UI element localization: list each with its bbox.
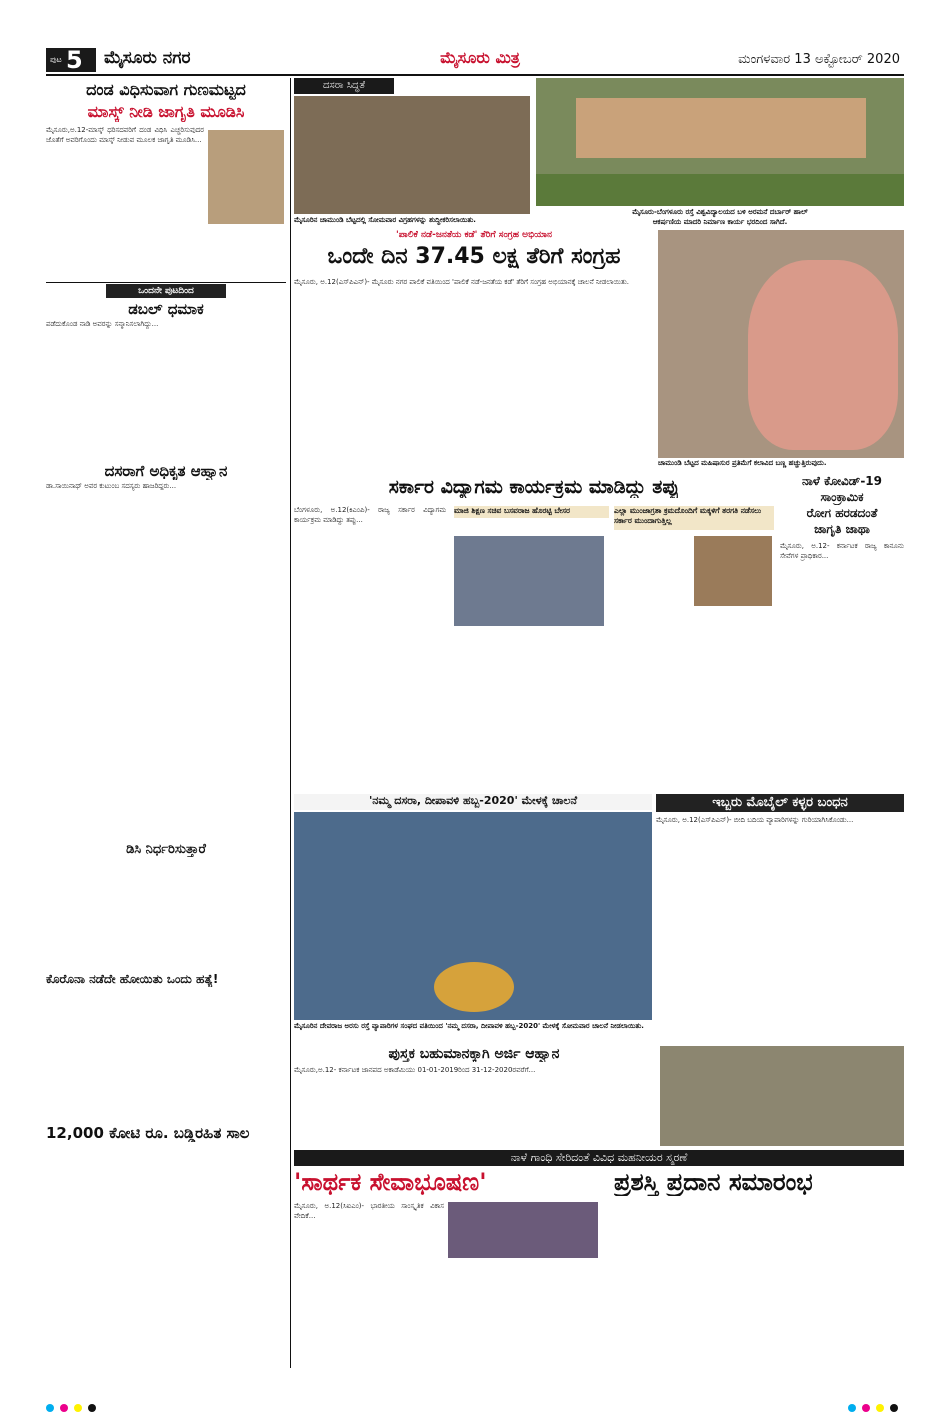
vidyagama-body: ಬೆಂಗಳೂರು, ಅ.12(ಕಿಎಂಪಿ)- ರಾಜ್ಯ ಸರ್ಕಾರ ವಿದ್ಯಾಗಮ ಕಾರ್ಯಕ್ರಮ ಮಾಡಿದ್ದು ತಪ್ಪು...	[294, 506, 446, 524]
dc-subhead: ಡಿಸಿ ನಿರ್ಧರಿಸುತ್ತಾರೆ	[126, 842, 206, 857]
palace-caption-line2: ಆಕರ್ಷಣಿಯ ಮಾದರಿ ನಿರ್ಮಾಣ ಕಾರ್ಯ ಭರದಿಂದ ಸಾಗಿದೆ.	[652, 218, 788, 226]
korona-subhead: ಕೊರೊನಾ ನಡೆದೇ ಹೋಯಿತು ಒಂದು ಹತ್ಯೆ!	[46, 972, 219, 986]
cyan-dot	[46, 1404, 54, 1412]
covid-headline-2: ಸಾಂಕ್ರಾಮಿಕ	[820, 490, 864, 504]
mask-story-photo	[208, 130, 284, 224]
black-dot	[890, 1404, 898, 1412]
palace-model-photo	[536, 78, 904, 206]
double-kicker: ಒಂದನೇ ಪುಟದಿಂದ	[106, 284, 226, 298]
registration-marks-right	[848, 1404, 918, 1414]
dasara-invite-story	[46, 462, 286, 862]
yellow-dot	[876, 1404, 884, 1412]
page-number: 5	[66, 46, 83, 74]
award-banner: ನಾಳೆ ಗಾಂಧಿ ಸೇರಿದಂತೆ ವಿವಿಧ ಮಹನೀಯರ ಸ್ಮರಣೆ	[294, 1150, 904, 1166]
mobile-thieves-body: ಮೈಸೂರು, ಅ.12(ಎಸ್‌ಪಿಎನ್)- ಬೀದಿ ಬದಿಯ ವ್ಯಾಪಾರಿಗಳನ್ನು ಗುರಿಯಾಗಿಸಿಕೊಂಡು...	[656, 816, 854, 824]
tax-kicker: 'ಪಾಲಿಕೆ ನಡೆ-ಜನತೆಯ ಕಡೆ' ತೆರಿಗೆ ಸಂಗ್ರಹ ಅಭಿಯಾನ	[396, 230, 552, 240]
vidyagama-body-3	[614, 612, 774, 786]
page-badge	[46, 48, 96, 72]
book-award-body: ಮೈಸೂರು,ಅ.12- ಕರ್ನಾಟಕ ಜಾನಪದ ಅಕಾಡೆಮಿಯು 01-01-2019ರಿಂದ 31-12-2020ರವರೆಗೆ...	[294, 1066, 536, 1074]
palace-arches	[576, 98, 866, 158]
korona-body	[46, 990, 286, 1122]
left-body-continued	[46, 864, 286, 972]
award-body: ಮೈಸೂರು, ಅ.12(ಸಿಐಎಂ)- ಭಾರತೀಯ ಸಾಂಸ್ಕೃತಿಕ ವಿಕಾಸ ವೇದಿಕೆ...	[294, 1202, 444, 1220]
festival-headline: 'ನಮ್ಮ ದಸರಾ, ದೀಪಾವಳಿ ಹಬ್ಬ-2020' ಮೇಳಕ್ಕೆ ಚಾಲನೆ	[294, 794, 652, 810]
palace-lawn	[536, 174, 904, 206]
mask-story-body: ಮೈಸೂರು,ಅ.12-ಮಾಸ್ಕ್ ಧರಿಸದವರಿಗೆ ದಂಡ ವಿಧಿಸಿ ಎಚ್ಚರಿಸುವುದರ ಜೊತೆಗೆ ಅವರಿಗೊಂದು ಮಾಸ್ಕ್ ನೀಡುವ ಮೂಲಕ ಜಾಗೃತಿ ಮೂಡಿಸಿ...	[46, 126, 204, 144]
yellow-dot	[74, 1404, 82, 1412]
header-rule	[46, 74, 904, 76]
covid-headline-4: ಜಾಗೃತಿ ಜಾಥಾ	[814, 522, 870, 536]
mahishasura-caption: ಚಾಮುಂಡಿ ಬೆಟ್ಟದ ಮಹಿಷಾಸುರ ಪ್ರತಿಮೆಗೆ ಕಲಾವಿದ ಬಣ್ಣ ಹಚ್ಚುತ್ತಿರುವುದು.	[658, 459, 827, 467]
classroom-photo	[454, 536, 604, 626]
award-body-2	[448, 1262, 598, 1368]
mask-headline-line1: ದಂಡ ವಿಧಿಸುವಾಗ ಗುಣಮಟ್ಟದ	[86, 80, 246, 99]
dasara-tag: ದಸರಾ ಸಿದ್ಧತೆ	[294, 78, 394, 94]
statue-face	[748, 260, 898, 450]
award-body-4	[756, 1202, 904, 1368]
magenta-dot	[60, 1404, 68, 1412]
palace-model	[536, 78, 904, 228]
vidyagama-body-2	[454, 630, 604, 786]
loan-subhead: 12,000 ಕೋಟಿ ರೂ. ಬಡ್ಡಿರಹಿತ ಸಾಲ	[46, 1124, 250, 1142]
left-column-rule	[290, 78, 291, 1368]
vidyagama-story	[294, 474, 774, 790]
section-title: ಮೈಸೂರು ನಗರ	[104, 48, 191, 68]
vidyagama-bullet1: ಮಾಜಿ ಶಿಕ್ಷಣ ಸಚಿವ ಬಸವರಾಜ ಹೊರಟ್ಟಿ ಬೇಸರ	[454, 506, 609, 518]
double-headline: ಡಬಲ್ ಧಮಾಕ	[128, 300, 204, 318]
book-award-story	[294, 1046, 654, 1146]
double-body: ಪಡೆದುಕೊಂಡ ನಾಡಿ ಅವರನ್ನು ಸನ್ಮಾನಿಸಲಾಗಿದ್ದು...	[46, 320, 159, 328]
tax-body: ಮೈಸೂರು, ಅ.12(ಎಸ್‌ಪಿಎನ್)- ಮೈಸೂರು ನಗರ ಪಾಲಿಕೆ ವತಿಯಿಂದ 'ಪಾಲಿಕೆ ನಡೆ-ಜನತೆಯ ಕಡೆ' ತೆರಿಗೆ ಸಂಗ್ರಹ ಅಭಿಯಾನಕ್ಕೆ ಚಾಲನೆ ನೀಡಲಾಯಿತು.	[294, 278, 630, 286]
page-label: ಪುಟ	[50, 55, 62, 64]
loan-body	[46, 1146, 286, 1362]
award-body-3	[604, 1202, 754, 1368]
masthead: ಮೈಸೂರು ಮಿತ್ರ	[440, 48, 520, 67]
divider	[46, 282, 286, 283]
double-story	[46, 284, 286, 462]
issue-date: ಮಂಗಳವಾರ 13 ಅಕ್ಟೋಬರ್ 2020	[738, 52, 900, 67]
festival-caption: ಮೈಸೂರಿನ ದೇವರಾಜ ಅರಸು ರಸ್ತೆ ವ್ಯಾಪಾರಿಗಳ ಸಂಘದ ವತಿಯಿಂದ 'ನಮ್ಮ ದಸರಾ, ದೀಪಾವಳಿ ಹಬ್ಬ-2020' ಮೇಳಕ್ಕೆ ಸೋಮವಾರ ಚಾಲನೆ ನೀಡಲಾಯಿತು.	[294, 1022, 644, 1030]
covid-body: ಮೈಸೂರು, ಅ.12- ಕರ್ನಾಟಕ ರಾಜ್ಯ ಕಾನೂನು ಸೇವೆಗಳ ಪ್ರಾಧಿಕಾರ...	[780, 542, 904, 560]
festival-story	[294, 794, 652, 1044]
tax-story	[294, 230, 654, 470]
dasara-invite-body: ಡಾ.ಸಾಯಿನಾಥ್ ಅವರ ಕುಟುಂಬ ಸದಸ್ಯರು ಹಾಜರಿದ್ದರು...	[46, 482, 177, 490]
magenta-dot	[862, 1404, 870, 1412]
dasara-invite-headline: ದಸರಾಗೆ ಅಧಿಕೃತ ಆಹ್ವಾನ	[104, 462, 228, 480]
vidyagama-bullet2: ಎಲ್ಲಾ ಮುಂಜಾಗ್ರತಾ ಕ್ರಮದೊಂದಿಗೆ ಮಕ್ಕಳಿಗೆ ತರಗತಿ ನಡೆಸಲು ಸರ್ಕಾರ ಮುಂದಾಗುತ್ತಿಲ್ಲ	[614, 506, 774, 530]
award-headline-part2: ಪ್ರಶಸ್ತಿ ಪ್ರದಾನ ಸಮಾರಂಭ	[614, 1168, 813, 1196]
covid-headline-3: ರೋಗ ಹರಡದಂತೆ	[806, 506, 878, 520]
mahishasura-photo-block	[658, 230, 904, 470]
festival-flowers	[434, 962, 514, 1012]
covid-headline-1: ನಾಳೆ ಕೋವಿಡ್-19	[801, 474, 883, 488]
horatti-portrait	[694, 536, 772, 606]
mask-headline-line2: ಮಾಸ್ಕ್ ನೀಡಿ ಜಾಗೃತಿ ಮೂಡಿಸಿ	[87, 102, 245, 121]
dasara-preparation	[294, 78, 530, 228]
tax-headline: ಒಂದೇ ದಿನ 37.45 ಲಕ್ಷ ತೆರಿಗೆ ಸಂಗ್ರಹ	[327, 244, 621, 269]
mobile-thieves-story	[656, 794, 904, 1044]
festival-photo	[294, 812, 652, 1020]
thieves-arrest-photo	[660, 1046, 904, 1146]
registration-marks	[46, 1404, 116, 1414]
mahishasura-photo	[658, 230, 904, 458]
cyan-dot	[848, 1404, 856, 1412]
award-photo	[448, 1202, 598, 1258]
page-header	[0, 0, 945, 74]
award-headline-part1: 'ಸಾರ್ಥಕ ಸೇವಾಭೂಷಣ'	[294, 1168, 487, 1196]
covid-side-story	[780, 474, 904, 790]
palace-caption-line1: ಮೈಸೂರು-ಬೆಂಗಳೂರು ರಸ್ತೆ ವಿಶ್ವವಿದ್ಯಾಲಯದ ಬಳಿ ಅರಮನೆ ದರ್ಬಾರ್ ಹಾಲ್	[632, 208, 808, 216]
black-dot	[88, 1404, 96, 1412]
vidyagama-headline: ಸರ್ಕಾರ ವಿದ್ಯಾಗಮ ಕಾರ್ಯಕ್ರಮ ಮಾಡಿದ್ದು ತಪ್ಪು	[388, 476, 680, 498]
mobile-thieves-headline: ಇಬ್ಬರು ಮೊಬೈಲ್ ಕಳ್ಳರ ಬಂಧನ	[656, 794, 904, 812]
idol-cleaning-photo	[294, 96, 530, 214]
idol-cleaning-caption: ಮೈಸೂರಿನ ಚಾಮುಂಡಿ ಬೆಟ್ಟದಲ್ಲಿ ಸೋಮವಾರ ವಿಗ್ರಹಗಳನ್ನು ಶುದ್ಧೀಕರಿಸಲಾಯಿತು.	[294, 216, 476, 224]
book-award-headline: ಪುಸ್ತಕ ಬಹುಮಾನಕ್ಕಾಗಿ ಅರ್ಜಿ ಆಹ್ವಾನ	[388, 1046, 560, 1062]
mask-story	[46, 78, 286, 278]
